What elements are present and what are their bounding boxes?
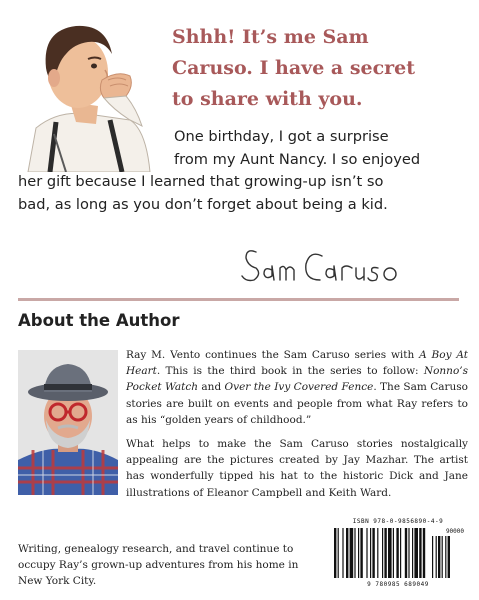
book-title: Over the Ivy Covered [224,381,339,394]
signature [238,238,408,290]
secret-line: Caruso. I have a secret [172,57,416,79]
bio-text: and [198,381,225,394]
book-title: Nonno’s Pocket Watch [126,365,468,394]
secret-line: Shhh! It’s me Sam [172,26,369,48]
author-photo [18,350,118,495]
story-paragraph [18,126,468,216]
author-bio [126,347,468,509]
story-line: One birthday, I got a surprise [174,128,389,145]
story-line: her gift because I learned that growing-up isn’t so [18,173,384,190]
bio-paragraph: What helps to make the Sam Caruso stories nostalgically appealing are the pictures created by Jay Mazhar. The artist has wonderfully tipped his hat to the historic Dick and Jane illustrations of Eleanor Campbell and Keith Ward. [126,438,468,499]
story-line: bad, as long as you don’t forget about being a kid. [18,195,388,213]
barcode-bars [334,528,462,580]
section-divider [18,298,459,301]
bio-text: . The Sam Caruso stories are built on events and people from what Ray refers to as his “golden years of childhood.” [126,381,468,426]
book-title: A Boy At Heart [126,349,468,378]
bio-text: . This is the third book in the series to [156,365,378,378]
isbn-label: ISBN 978-0-9856890-4-9 [352,518,444,525]
barcode-digits: 9 780985 689049 [367,581,429,588]
price-code: 90000 [445,528,464,535]
secret-line: to share with you. [172,88,363,110]
secret-heading [172,22,467,115]
bio-paragraph [126,347,468,428]
bio-text: Ray M. Vento continues the Sam Caruso series with [126,349,415,361]
bio-paragraph: Writing, genealogy research, and travel continue to occupy Ray’s grown-up adventures from his home in New York City. [18,543,299,588]
about-author-heading: About the Author [18,311,180,330]
story-line: from my Aunt Nancy. I so enjoyed [174,150,421,168]
bio-text: follow: [382,365,419,378]
book-title: Fence [341,381,374,394]
isbn-barcode [330,518,466,590]
